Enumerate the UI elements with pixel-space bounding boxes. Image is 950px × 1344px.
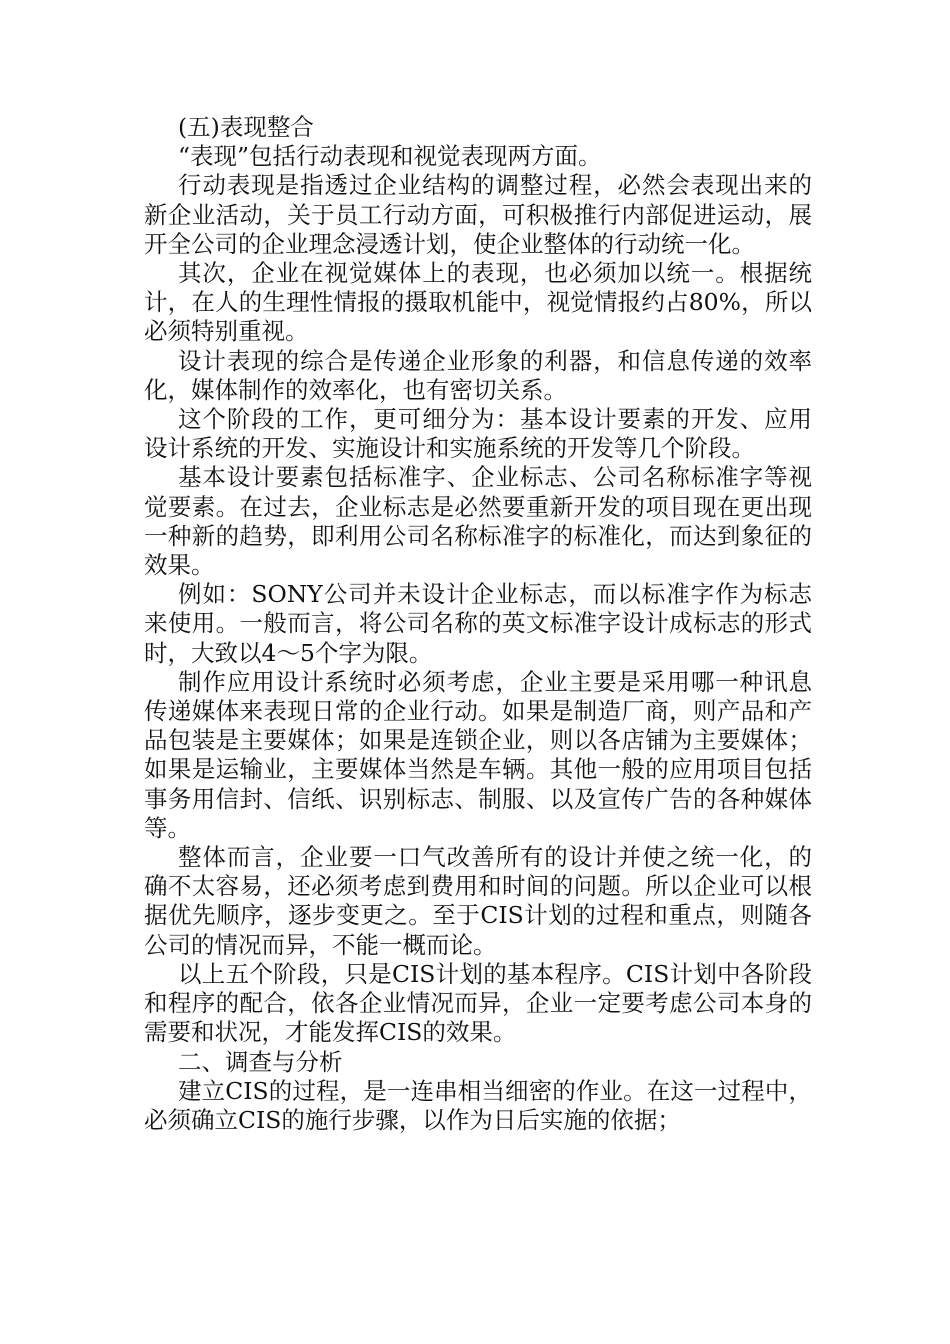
subheading: 二、调查与分析 [178, 1047, 343, 1076]
paragraph: 以上五个阶段，只是CIS计划的基本程序。CIS计划中各阶段和程序的配合，依各企业情况而异，企业一定要考虑公司本身的需要和状况，才能发挥CIS的效果。 [144, 959, 812, 1047]
paragraph: 设计表现的综合是传递企业形象的利器，和信息传递的效率化，媒体制作的效率化，也有密切关系。 [144, 346, 812, 404]
paragraph: 建立CIS的过程，是一连串相当细密的作业。在这一过程中，必须确立CIS的施行步骤，以作为日后实施的依据； [144, 1076, 812, 1134]
paragraph: 基本设计要素包括标准字、企业标志、公司名称标准字等视觉要素。在过去，企业标志是必然要重新开发的项目现在更出现一种新的趋势，即利用公司名称标准字的标准化，而达到象征的效果。 [144, 463, 812, 580]
paragraph: 其次，企业在视觉媒体上的表现，也必须加以统一。根据统计，在人的生理性情报的摄取机能中，视觉情报约占80%，所以必须特别重视。 [144, 259, 812, 346]
paragraph: 行动表现是指透过企业结构的调整过程，必然会表现出来的新企业活动，关于员工行动方面，可积极推行内部促进运动，展开全公司的企业理念浸透计划，使企业整体的行动统一化。 [144, 171, 812, 258]
paragraph: 制作应用设计系统时必须考虑，企业主要是采用哪一种讯息传递媒体来表现日常的企业行动。如果是制造厂商，则产品和产品包装是主要媒体；如果是连锁企业，则以各店铺为主要媒体；如果是运输业，主要媒体当然是车辆。其他一般的应用项目包括事务用信封、信纸、识别标志、制服、以及宣传广告的各种媒体等。 [144, 667, 812, 842]
paragraph: 例如：SONY公司并未设计企业标志，而以标准字作为标志来使用。一般而言，将公司名称的英文标准字设计成标志的形式时，大致以4～5个字为限。 [144, 580, 812, 667]
document-body [144, 113, 812, 1135]
section-heading: (五)表现整合 [178, 113, 314, 141]
paragraph: “表现”包括行动表现和视觉表现两方面。 [178, 142, 602, 171]
paragraph: 整体而言，企业要一口气改善所有的设计并使之统一化，的确不太容易，还必须考虑到费用和时间的问题。所以企业可以根据优先顺序，逐步变更之。至于CIS计划的过程和重点，则随各公司的情况而异，不能一概而论。 [144, 843, 812, 959]
paragraph: 这个阶段的工作，更可细分为：基本设计要素的开发、应用设计系统的开发、实施设计和实施系统的开发等几个阶段。 [144, 405, 812, 463]
